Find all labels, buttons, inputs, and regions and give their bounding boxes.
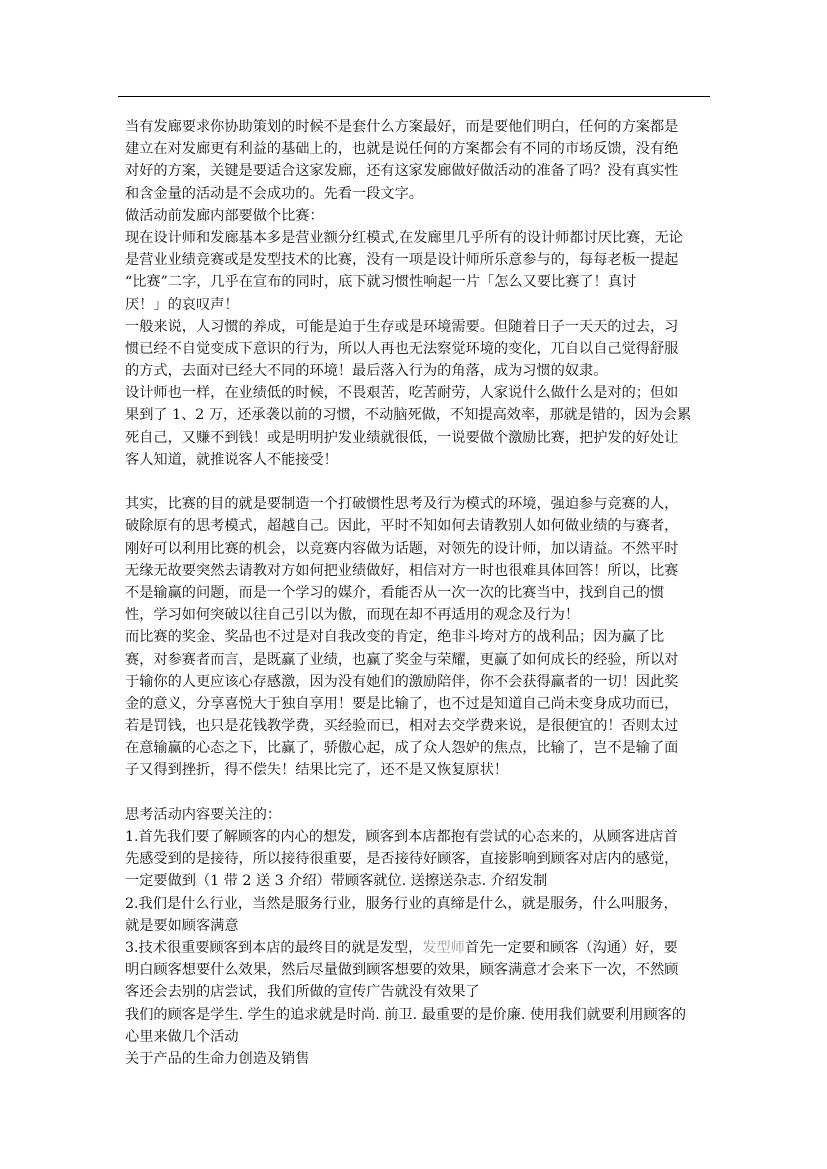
list-item-3 [125,937,711,1004]
text-line: 就是要如顾客满意 [125,917,239,934]
text-line [125,937,711,959]
text-line: 其实，比赛的目的就是要制造一个打破惯性思考及行为模式的环境，强迫参与竞赛的人， [125,496,679,513]
text-line: 当有发廊要求你协助策划的时候不是套什么方案最好，而是要他们明白，任何的方案都是 [125,119,679,135]
header-rule [118,96,710,97]
text-line: 刚好可以利用比赛的机会，以竞赛内容做为话题，对领先的设计师，加以请益。不然平时 [125,540,679,557]
text-line: 厌！」的哀叹声！ [125,296,239,313]
text-line: 设计师也一样，在业绩低的时候，不畏艰苦，吃苦耐劳，人家说什么做什么是对的；但如 [125,385,679,402]
paragraph-heading-activity [125,804,711,826]
text-line: 子又得到挫折，得不偿失！结果比完了，还不是又恢复原状！ [125,762,509,779]
text-line: 的方式，去面对已经大不同的环境！最后落入行为的角落，成为习惯的奴隶。 [125,363,608,380]
text-line: 惯已经不自觉变成下意识的行为，所以人再也无法察觉环境的变化，兀自以自己觉得舒服 [125,340,679,357]
text-line: 客人知道，就推说客人不能接受！ [125,451,338,468]
blank-line [125,782,711,804]
text-line: 先感受到的是接待，所以接待很重要，是否接待好顾客，直接影响到顾客对店内的感觉， [125,851,679,868]
paragraph-prizes [125,626,711,781]
text-line: 若是罚钱，也只是花钱教学费，买经验而已，相对去交学费来说，是很便宜的！否则太过 [125,718,679,735]
list-item-1 [125,826,711,893]
text-line: 明白顾客想要什么效果，然后尽量做到顾客想要的效果，顾客满意才会来下一次，不然顾 [125,962,679,979]
paragraph-closing [125,1004,711,1071]
paragraph-purpose [125,493,711,626]
paragraph-designers [125,227,711,316]
text-line: 1.首先我们要了解顾客的内心的想发，顾客到本店都抱有尝试的心态来的，从顾客进店首 [125,829,678,845]
text-line: 建立在对发廊更有利益的基础上的，也就是说任何的方案都会有不同的市场反馈，没有绝 [125,141,679,158]
text-line: 我们的顾客是学生. 学生的追求就是时尚. 前卫. 最重要的是价廉. 使用我们就要利用顾客的 [125,1006,687,1023]
text-run: 首先一定要和顾客（沟通）好，要 [464,939,678,956]
text-line: 无缘无故要突然去请教对方如何把业绩做好，相信对方一时也很难具体回答！所以，比赛 [125,562,679,579]
text-line: 于输你的人更应该心存感激，因为没有她们的激励陪伴，你不会获得赢者的一切！因此奖 [125,673,679,690]
blank-line [125,471,711,493]
text-run: 3.技术很重要顾客到本店的最终目的就是发型， [125,939,423,956]
text-line: “比赛”二字，几乎在宣布的同时，底下就习惯性响起一片「怎么又要比赛了！真讨 [125,274,637,291]
paragraph-intro [125,116,711,205]
list-item-2 [125,893,711,937]
text-line: 果到了 1、2 万，还承袭以前的习惯，不动脑死做，不知提高效率，那就是错的，因为会累 [125,407,692,424]
faded-link-text: 发型师 [422,939,465,956]
text-line: 做活动前发廊内部要做个比赛： [125,207,324,224]
text-line: 现在设计师和发廊基本多是营业额分红模式,在发廊里几乎所有的设计师都讨厌比赛，无论 [125,229,683,246]
paragraph-heading-competition [125,205,711,227]
text-line: 关于产品的生命力创造及销售 [125,1050,310,1067]
text-line: 死自己，又赚不到钱！或是明明护发业绩就很低，一说要做个激励比赛，把护发的好处让 [125,429,679,446]
paragraph-designer-habits [125,382,711,471]
text-line: 一定要做到（1 带 2 送 3 介绍）带顾客就位. 送擦送杂志. 介绍发制 [125,873,548,890]
document-body [125,116,711,1070]
text-line: 思考活动内容要关注的： [125,806,282,823]
text-line: 对好的方案，关键是要适合这家发廊，还有这家发廊做好做活动的准备了吗？没有真实性 [125,163,679,180]
text-line: 是营业业绩竞赛或是发型技术的比赛，没有一项是设计师所乐意参与的，每每老板一提起 [125,252,679,269]
text-line: 性，学习如何突破以往自己引以为傲，而现在却不再适用的观念及行为！ [125,607,580,624]
text-line: 而比赛的奖金、奖品也不过是对自我改变的肯定，绝非斗垮对方的战利品；因为赢了比 [125,629,665,646]
text-line: 破除原有的思考模式，超越自己。因此，平时不知如何去请教别人如何做业绩的与赛者， [125,518,679,535]
text-line: 在意输赢的心态之下，比赢了，骄傲心起，成了众人怨妒的焦点，比输了，岂不是输了面 [125,740,679,757]
text-line: 2.我们是什么行业，当然是服务行业，服务行业的真缔是什么，就是服务，什么叫服务， [125,895,678,912]
text-line: 不是输赢的问题，而是一个学习的媒介，看能否从一次一次的比赛当中，找到自己的惯 [125,584,665,601]
text-line: 和含金量的活动是不会成功的。先看一段文字。 [125,185,423,202]
text-line: 赛，对参赛者而言，是既赢了业绩，也赢了奖金与荣耀，更赢了如何成长的经验，所以对 [125,651,679,668]
text-line: 客还会去别的店尝试，我们所做的宣传广告就没有效果了 [125,984,480,1001]
text-line: 金的意义，分享喜悦大于独自享用！要是比输了，也不过是知道自己尚未变身成功而已， [125,695,679,712]
text-line: 心里来做几个活动 [125,1028,239,1045]
text-line: 一般来说，人习惯的养成，可能是迫于生存或是环境需要。但随着日子一天天的过去，习 [125,318,679,335]
paragraph-habits [125,316,711,383]
